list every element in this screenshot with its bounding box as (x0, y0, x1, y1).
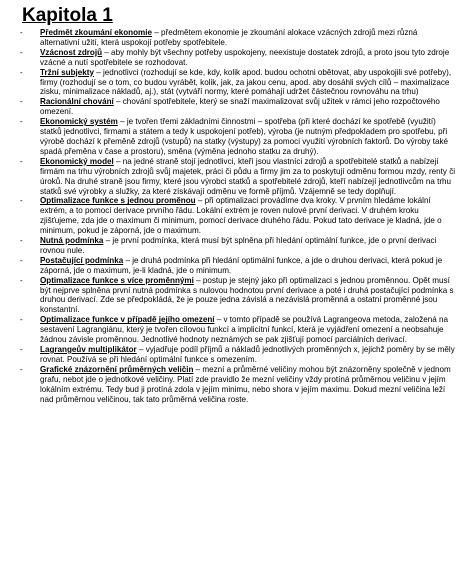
definition-text: – je tvořen třemi základními činnostmi – spotřeba (při které dochází ke spotřebě (využití) statků jednotlivci, firmami a státem a tedy k uspokojení potřeb), výroba (je nutným předpokladem pro spotřebu, při výrobě dochází k přeměně zdrojů (vstupů) na statky (výstupy) za pomoci využití výrobních faktorů. Do výroby také spadá přeměna v čase a prostoru), směna (výměna jednoho statku za druhý). (40, 117, 449, 156)
definition-term: Tržní subjekty (40, 67, 94, 77)
definition-term: Ekonomický systém (40, 117, 118, 127)
definition-term: Racionální chování (40, 97, 114, 107)
definition-term: Optimalizace funkce v případě jejího omezení (40, 315, 215, 325)
definition-text: – postup je stejný jako při optimalizaci s jednou proměnnou. Opět musí být nejprve splněna první nutná podmínka s nulovou hodnotou první derivace a poté i druhá postačující podmínka s druhou derivací. Zde se předpokládá, že je pouze jedna závislá a nezávislá proměnná a ostatní proměnné jsou konstantní. (40, 275, 454, 315)
definition-item (8, 345, 456, 365)
definition-term: Nutná podmínka (40, 236, 104, 246)
definition-text: – jednotlivci (rozhodují se kde, kdy, kolik apod. budou ochotni obětovat, aby uspokojili své potřeby), firmy (rozhodují se o tom, co budou vyrábět, kolik, jak, za jakou cenu, apod. aby dosáhli svých cílů – maximalizace zisku, minimalizace nákladů, aj.), stát (vytváří normy, které pomáhají udržet částečnou rovnováhu na trhu) (40, 67, 452, 97)
definition-text: – aby mohly být všechny potřeby uspokojeny, neexistuje dostatek zdrojů, a proto jsou tyto zdroje vzácné a nutí spotřebitele se rozhodovat. (40, 47, 450, 67)
definition-list (8, 28, 456, 404)
definition-text: – vyjadřuje podíl příjmů a nákladů jednotlivých proměnných x, jejichž poměry by se měly rovnat. Používá se při hledání optimální funkce s omezením. (40, 345, 455, 364)
definition-text: – chování spotřebitele, který se snaží maximalizovat svůj užitek v rámci jeho rozpočtového omezení. (40, 97, 440, 117)
definition-item (8, 196, 456, 236)
definition-item (8, 48, 456, 68)
definition-text: – při optimalizaci provádíme dva kroky. V prvním hledáme lokální extrém, a to pomocí derivace prvního řádu. Lokální extrém je roven nulové první derivaci. V druhém kroku zjišťujeme, zda jde o maximum či minimum, pomocí derivace druhého řádu. Pokud tato derivace je kladná, jde o minimum, pokud je záporná, jde o maximum. (40, 196, 442, 236)
definition-term: Postačující podmínka (40, 255, 124, 265)
definition-text: – předmětem ekonomie je zkoumání alokace vzácných zdrojů mezi různá alternativní užití, která uspokojí potřeby spotřebitele. (40, 28, 418, 47)
definition-item (8, 256, 456, 276)
definition-item (8, 276, 456, 316)
definition-term: Lagrangeův multiplikátor (40, 345, 137, 354)
definition-text: – je první podmínka, která musí být splněna při hledání optimální funkce, jde o první derivaci rovnou nule. (40, 236, 437, 255)
definition-term: Optimalizace funkce s více proměnnými (40, 275, 194, 285)
definition-term: Optimalizace funkce s jednou proměnou (40, 196, 196, 206)
definition-item (8, 68, 456, 98)
definition-item (8, 236, 456, 256)
definition-text: – je druhá podmínka při hledání optimální funkce, a jde o druhou derivaci, která pokud je záporná, jde o maximum, je-li kladná, jde o minimum. (40, 255, 443, 275)
definition-term: Ekonomický model (40, 156, 114, 166)
definition-item (8, 157, 456, 197)
definition-text: – v tomto případě se používá Lagrangeova metoda, založená na sestavení Lagrangiánu, který je tvořen cílovou funkcí a implicitní funkcí, která je vyjádření omezení a neobsahuje žádnou závisle proměnnou. Jednotlivé hodnoty neznámých se pak zjišťují pomocí parciálních derivací. (40, 315, 449, 345)
definition-item (8, 117, 456, 157)
definition-text: – mezní a průměrné veličiny mohou být znázorněny společně v jednom grafu, nebot jde o jednotkové veličiny. Platí zde pravidlo že mezní veličiny vždy protíná průměrnou veličinu v jejím lokálním extrému. Tedy bud ji protíná zdola v jejím minimu, nebo shora v jejím maximu. Dokud mezní veličina leží nad průměrnou veličinou, tak tato průměrná veličina roste. (40, 364, 451, 404)
definition-term: Předmět zkoumání ekonomie (40, 28, 152, 37)
definition-item (8, 315, 456, 345)
definition-item (8, 28, 456, 48)
definition-text: – na jedné straně stojí jednotlivci, kteří jsou vlastníci zdrojů a spotřebitelé statků a nabízejí firmám na trhu výrobních zdrojů svůj majetek, práci či půdu a firmy jim za to poskytují odměnu formou mzdy, renty či úroků. Na druhé straně jsou firmy, které jsou výrobci statků a spotřebitelé zdrojů, kteří nabízejí jednotlivcům na trhu statků své výrobky a služky, za které získávají odměnu ve formě příjmů. Vzájemně se tedy doplňují. (40, 156, 456, 196)
definition-item (8, 365, 456, 405)
chapter-title: Kapitola 1 (22, 5, 113, 26)
definition-term: Grafické znázornění průměrných veličin (40, 364, 194, 374)
definition-term: Vzácnost zdrojů (40, 47, 103, 57)
definition-item (8, 97, 456, 117)
